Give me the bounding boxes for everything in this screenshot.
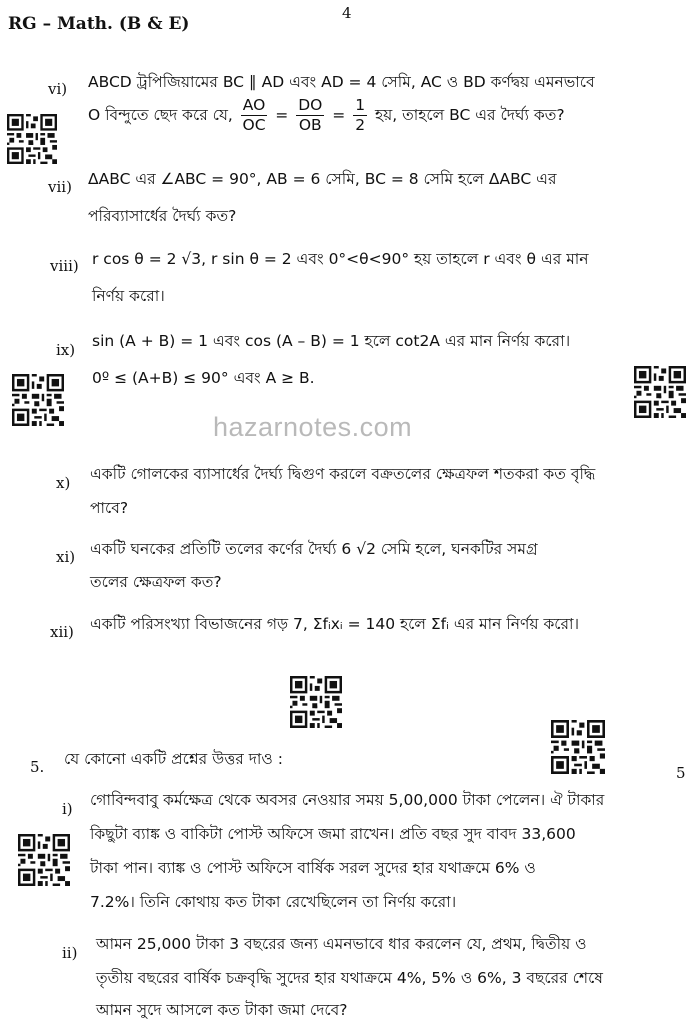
equals-sign: = [275, 106, 289, 124]
question-x-line1: একটি গোলকের ব্যাসার্ধের দৈর্ঘ্য দ্বিগুণ করলে বক্রতলের ক্ষেত্রফল শতকরা কত বৃদ্ধি [90, 465, 596, 483]
fraction-numerator: DO [298, 96, 323, 114]
question-x-line2: পাবে? [90, 499, 129, 517]
qr-code-icon[interactable] [18, 834, 70, 886]
question-5-ii-line1: আমন 25,000 টাকা 3 বছরের জন্য এমনভাবে ধার করলেন যে, প্রথম, দ্বিতীয় ও [96, 935, 587, 953]
qr-code-icon[interactable] [12, 374, 64, 426]
question-xi-line2: তলের ক্ষেত্রফল কত? [90, 573, 222, 591]
qr-code-icon[interactable] [7, 114, 57, 164]
question-xi-line1: একটি ঘনকের প্রতিটি তলের কর্ণের দৈর্ঘ্য 6 √2 সেমি হলে, ঘনকটির সমগ্র [90, 540, 538, 558]
question-vii-line1: ΔABC এর ∠ABC = 90°, AB = 6 সেমি, BC = 8 সেমি হলে ΔABC এর [88, 170, 557, 188]
watermark: hazarnotes.com [213, 412, 413, 442]
question-vi-line2 [88, 96, 565, 135]
fraction-numerator: AO [242, 96, 266, 114]
qr-code-icon[interactable] [634, 366, 686, 418]
question-xii-line1: একটি পরিসংখ্যা বিভাজনের গড় 7, Σfᵢxᵢ = 140 হলে Σfᵢ এর মান নির্ণয় করো। [90, 615, 580, 633]
question-5-ii-line3: আমন সুদে আসলে কত টাকা জমা দেবে? [96, 1001, 348, 1019]
question-5-ii-line2: তৃতীয় বছরের বার্ষিক চক্রবৃদ্ধি সুদের হার যথাক্রমে 4%, 5% ও 6%, 3 বছরের শেষে [96, 969, 603, 987]
fraction-denominator: OC [242, 116, 266, 134]
fraction-do-ob [296, 96, 324, 135]
fraction-denominator: 2 [355, 116, 366, 134]
question-number-ix: ix) [56, 341, 76, 359]
equals-sign: = [332, 106, 346, 124]
question-vi-text-a: O বিন্দুতে ছেদ করে যে, [88, 106, 233, 124]
document-header: RG – Math. (B & E) [8, 14, 190, 34]
question-number-vi: vi) [48, 80, 68, 98]
section-instruction: যে কোনো একটি প্রশ্নের উত্তর দাও : [64, 750, 283, 768]
question-number-xii: xii) [50, 623, 74, 641]
question-number-x: x) [56, 474, 71, 492]
question-viii-line2: নির্ণয় করো। [92, 287, 165, 305]
question-5-i-line1: গোবিন্দবাবু কর্মক্ষেত্র থেকে অবসর নেওয়ার সময় 5,00,000 টাকা পেলেন। ঐ টাকার [90, 791, 605, 809]
qr-code-icon[interactable] [290, 676, 342, 728]
question-number-5-i: i) [62, 800, 73, 818]
question-number-viii: viii) [50, 257, 79, 275]
question-5-i-line3: টাকা পান। ব্যাঙ্ক ও পোস্ট অফিসে বার্ষিক সরল সুদের হার যথাক্রমে 6% ও [90, 859, 536, 877]
question-number-5-ii: ii) [62, 944, 78, 962]
question-ix-line1: sin (A + B) = 1 এবং cos (A – B) = 1 হলে cot2A এর মান নির্ণয় করো। [92, 332, 571, 350]
question-5-i-line4: 7.2%। তিনি কোথায় কত টাকা রেখেছিলেন তা নির্ণয় করো। [90, 893, 457, 911]
fraction-one-half [353, 96, 367, 135]
question-vii-line2: পরিব্যাসার্ধের দৈর্ঘ্য কত? [88, 207, 237, 225]
fraction-denominator: OB [298, 116, 322, 134]
section-number: 5. [30, 758, 45, 776]
fraction-numerator: 1 [355, 96, 366, 114]
question-number-xi: xi) [56, 548, 76, 566]
section-marks: 5 [676, 764, 686, 782]
question-number-vii: vii) [48, 178, 72, 196]
question-ix-line2: 0º ≤ (A+B) ≤ 90° এবং A ≥ B. [92, 369, 315, 387]
qr-code-icon[interactable] [551, 720, 605, 774]
question-5-i-line2: কিছুটা ব্যাঙ্ক ও বাকিটা পোস্ট অফিসে জমা রাখেন। প্রতি বছর সুদ বাবদ 33,600 [90, 825, 576, 843]
page-number: 4 [342, 4, 352, 22]
question-vi-line1: ABCD ট্রপিজিয়ামের BC ∥ AD এবং AD = 4 সেমি, AC ও BD কর্ণদ্বয় এমনভাবে [88, 73, 595, 91]
question-vi-text-b: হয়, তাহলে BC এর দৈর্ঘ্য কত? [375, 106, 565, 124]
question-viii-line1: r cos θ = 2 √3, r sin θ = 2 এবং 0°<θ<90° হয় তাহলে r এবং θ এর মান [92, 250, 589, 268]
fraction-ao-oc [241, 96, 268, 135]
